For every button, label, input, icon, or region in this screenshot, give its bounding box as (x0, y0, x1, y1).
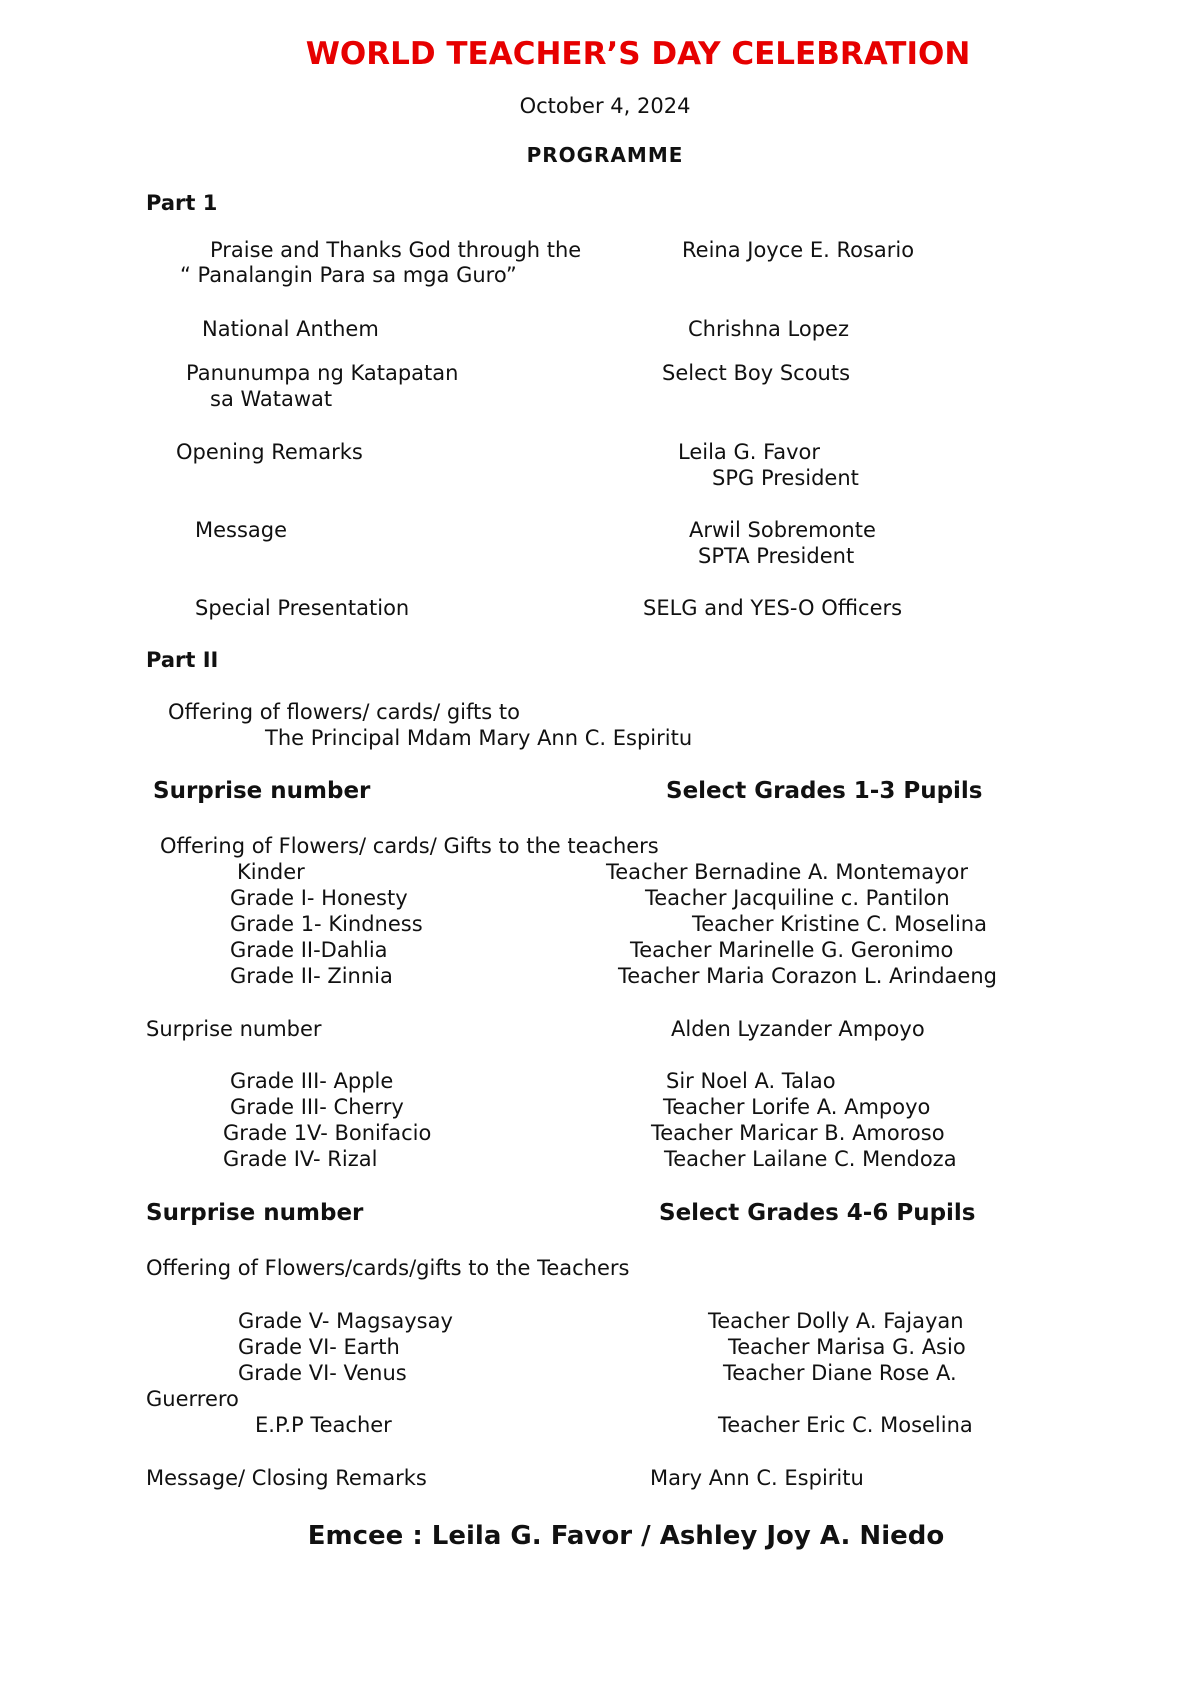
special-person: SELG and YES-O Officers (643, 596, 903, 620)
emcee-line: Emcee : Leila G. Favor / Ashley Joy A. Niedo (307, 1521, 945, 1551)
praise-line2: “ Panalangin Para sa mga Guro” (180, 263, 517, 287)
surprise-number-1: Surprise number (153, 778, 371, 804)
surprise-number-1-by: Select Grades 1-3 Pupils (666, 778, 983, 804)
offering-teachers-1: Offering of Flowers/ cards/ Gifts to the teachers (160, 834, 659, 858)
surprise-number-2: Surprise number (146, 1017, 322, 1041)
group2-teacher-rizal: Teacher Lailane C. Mendoza (664, 1147, 957, 1171)
message-item: Message (195, 518, 288, 542)
opening-person: Leila G. Favor (678, 440, 821, 464)
surprise-number-2-by: Alden Lyzander Ampoyo (671, 1017, 925, 1041)
teacher-surname-wrap: Guerrero (146, 1387, 239, 1411)
praise-line1: Praise and Thanks God through the (210, 238, 582, 262)
offering-teachers-2: Offering of Flowers/cards/gifts to the Teachers (146, 1256, 630, 1280)
event-date: October 4, 2024 (519, 94, 691, 118)
opening-role: SPG President (712, 466, 859, 490)
surprise-number-3-by: Select Grades 4-6 Pupils (659, 1200, 976, 1226)
pledge-person: Select Boy Scouts (662, 361, 851, 385)
offering-principal-line2: The Principal Mdam Mary Ann C. Espiritu (265, 726, 693, 750)
group1-teacher-kinder: Teacher Bernadine A. Montemayor (606, 860, 968, 884)
special-item: Special Presentation (195, 596, 410, 620)
group2-section-bonifacio: Grade 1V- Bonifacio (223, 1121, 432, 1145)
message-person: Arwil Sobremonte (689, 518, 876, 542)
opening-item: Opening Remarks (176, 440, 363, 464)
group1-teacher-honesty: Teacher Jacquiline c. Pantilon (645, 886, 950, 910)
group2-section-rizal: Grade IV- Rizal (223, 1147, 378, 1171)
group3-teacher-earth: Teacher Marisa G. Asio (728, 1335, 966, 1359)
praise-person: Reina Joyce E. Rosario (682, 238, 915, 262)
group1-teacher-kindness: Teacher Kristine C. Moselina (692, 912, 987, 936)
anthem-item: National Anthem (202, 317, 379, 341)
group2-teacher-bonifacio: Teacher Maricar B. Amoroso (651, 1121, 945, 1145)
epp-teacher: Teacher Eric C. Moselina (718, 1413, 973, 1437)
group3-section-venus: Grade VI- Venus (238, 1361, 407, 1385)
group1-section-dahlia: Grade II-Dahlia (230, 938, 388, 962)
group1-section-zinnia: Grade II- Zinnia (230, 964, 393, 988)
group3-teacher-magsaysay: Teacher Dolly A. Fajayan (708, 1309, 964, 1333)
group1-section-kindness: Grade 1- Kindness (230, 912, 423, 936)
group1-section-kinder: Kinder (237, 860, 305, 884)
closing-item: Message/ Closing Remarks (146, 1466, 427, 1490)
group1-teacher-dahlia: Teacher Marinelle G. Geronimo (630, 938, 954, 962)
part1-label: Part 1 (146, 191, 218, 215)
epp-section: E.P.P Teacher (255, 1413, 392, 1437)
document-title: WORLD TEACHER’S DAY CELEBRATION (305, 36, 971, 72)
offering-principal-line1: Offering of flowers/ cards/ gifts to (168, 700, 520, 724)
anthem-person: Chrishna Lopez (688, 317, 849, 341)
group2-section-apple: Grade III- Apple (230, 1069, 394, 1093)
group1-teacher-zinnia: Teacher Maria Corazon L. Arindaeng (618, 964, 997, 988)
group2-section-cherry: Grade III- Cherry (230, 1095, 404, 1119)
group2-teacher-cherry: Teacher Lorife A. Ampoyo (663, 1095, 931, 1119)
group1-section-honesty: Grade I- Honesty (230, 886, 408, 910)
closing-person: Mary Ann C. Espiritu (650, 1466, 864, 1490)
group3-section-magsaysay: Grade V- Magsaysay (238, 1309, 453, 1333)
programme-heading: PROGRAMME (526, 143, 684, 167)
pledge-line1: Panunumpa ng Katapatan (186, 361, 459, 385)
message-role: SPTA President (698, 544, 855, 568)
group2-teacher-apple: Sir Noel A. Talao (666, 1069, 836, 1093)
pledge-line2: sa Watawat (210, 387, 333, 411)
group3-section-earth: Grade VI- Earth (238, 1335, 400, 1359)
group3-teacher-venus: Teacher Diane Rose A. (723, 1361, 957, 1385)
surprise-number-3: Surprise number (146, 1200, 364, 1226)
part2-label: Part II (146, 648, 219, 672)
